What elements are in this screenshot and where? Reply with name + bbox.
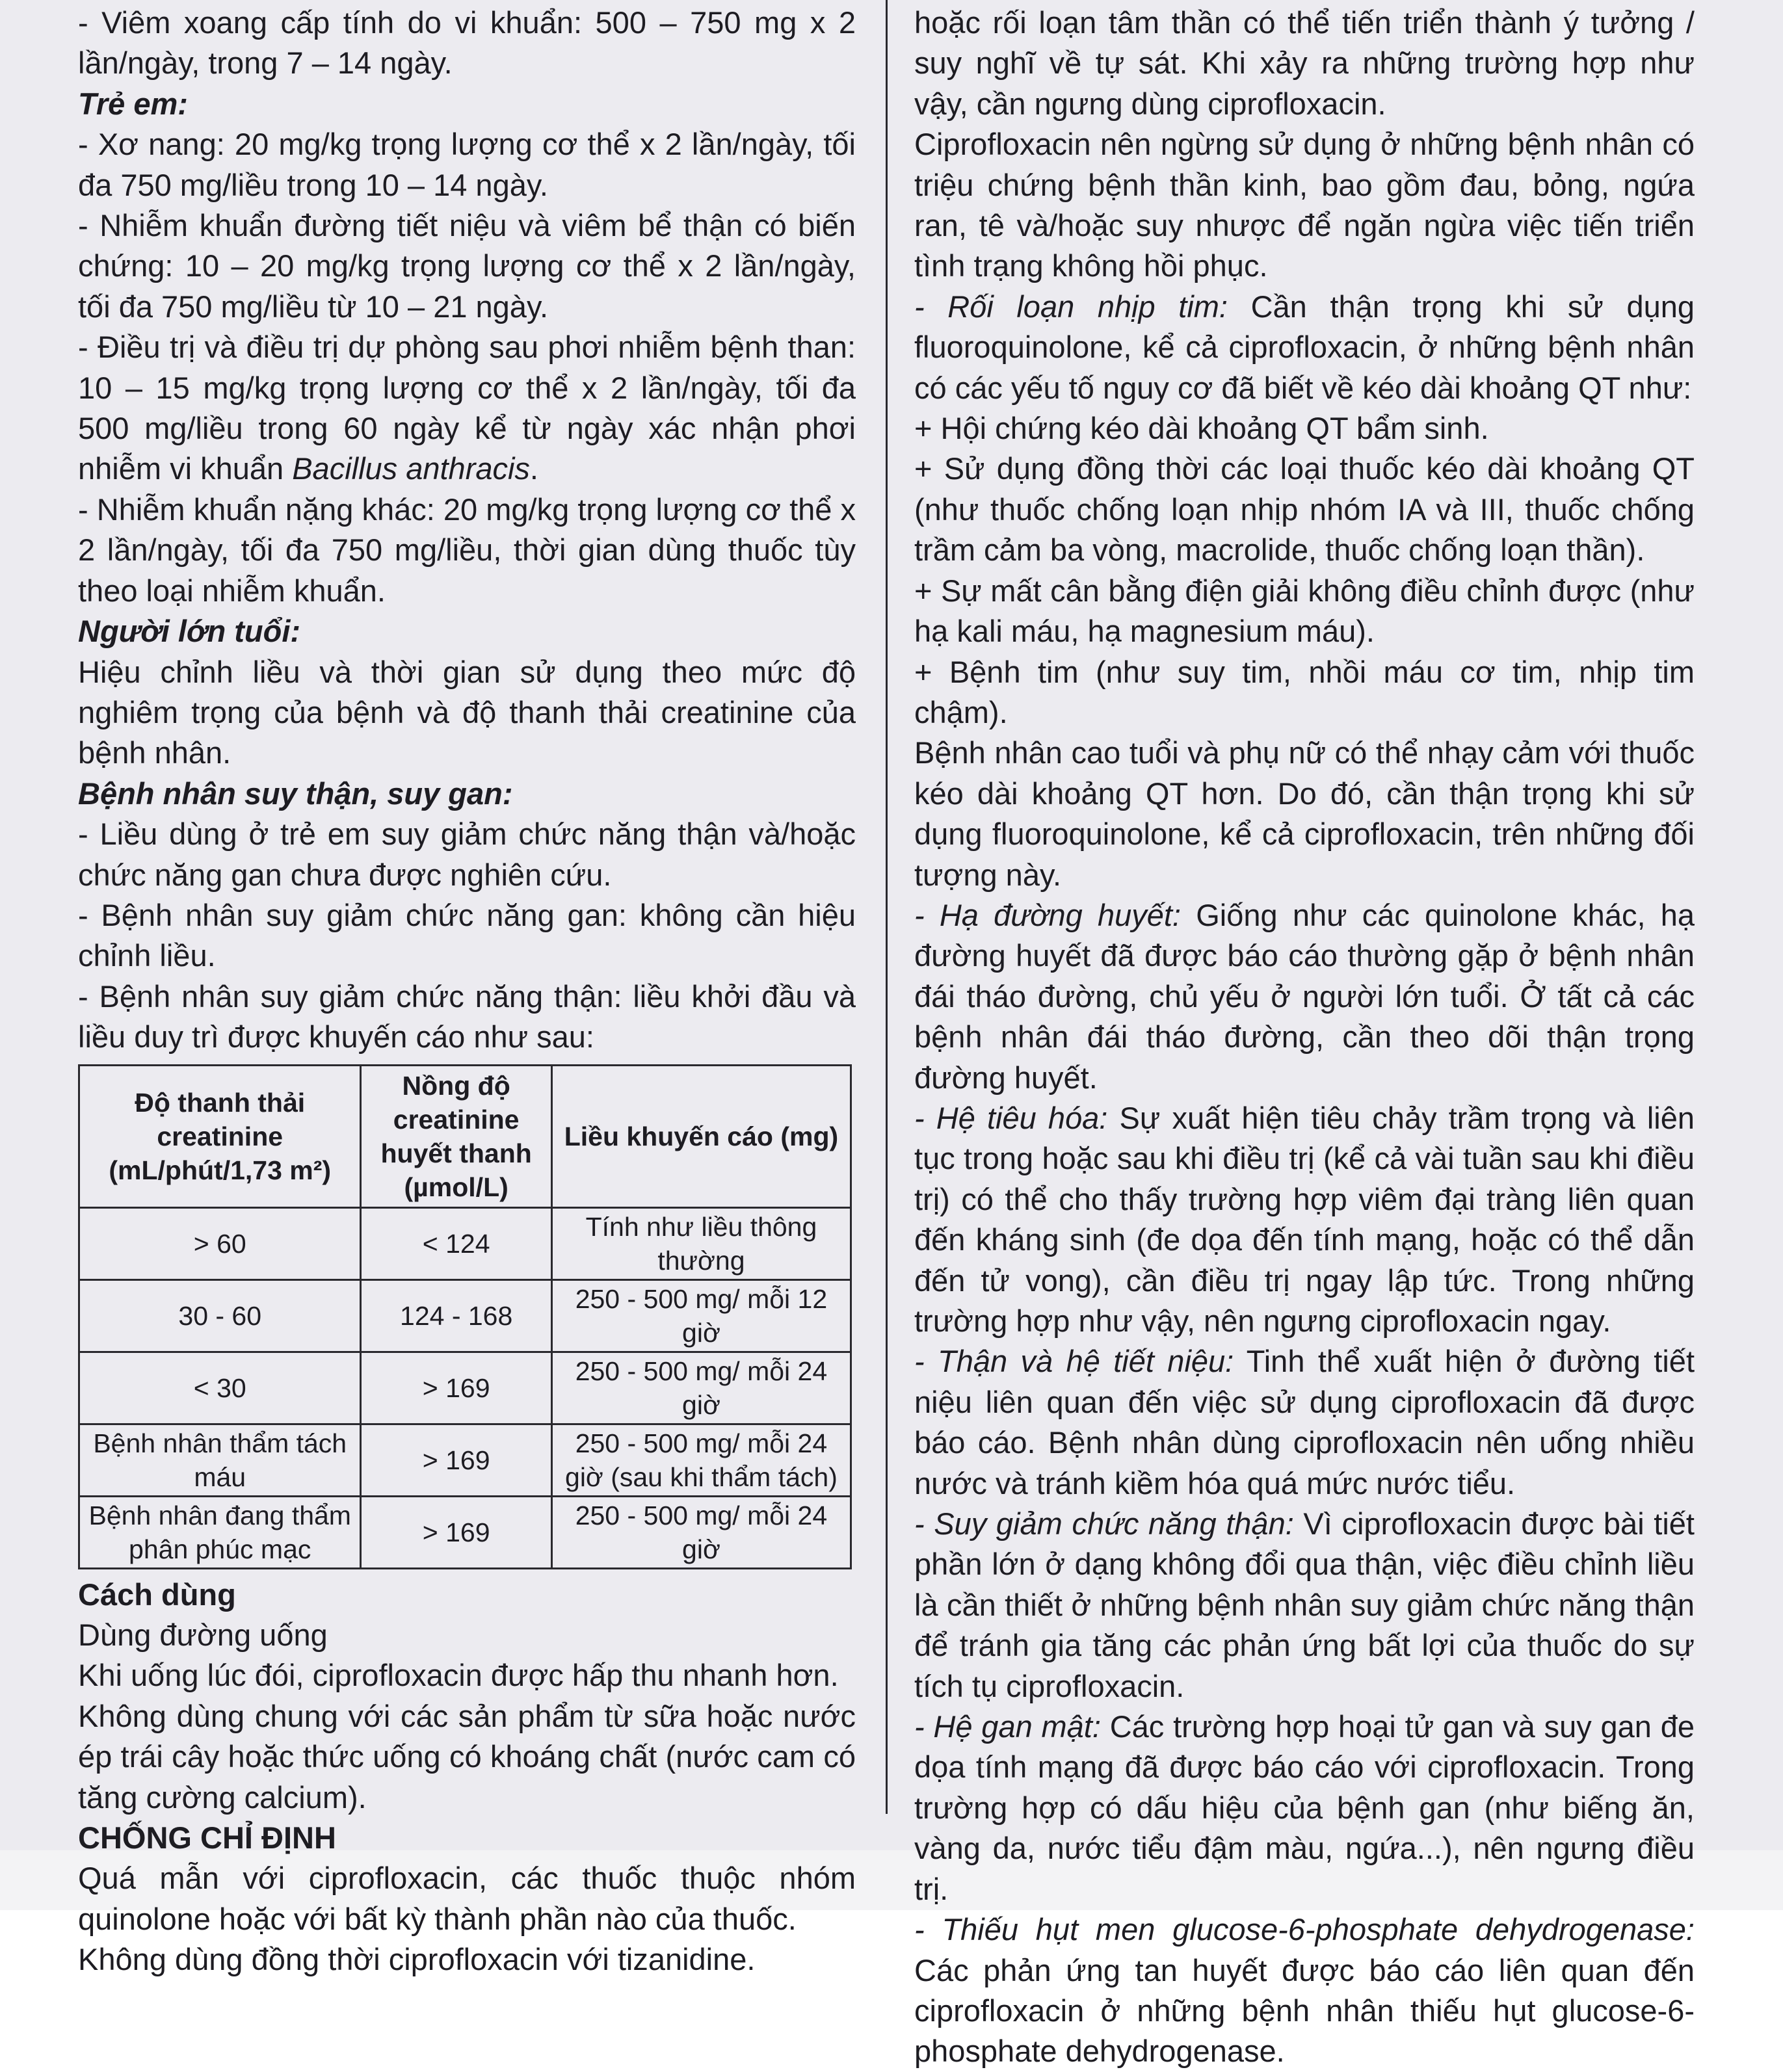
elderly-heading: Người lớn tuổi: xyxy=(78,614,301,649)
g6pd-label: - Thiếu hụt men glucose-6-phosphate dehydrogenase: xyxy=(914,1912,1695,1947)
table-cell: < 124 xyxy=(361,1207,551,1279)
hepatobiliary-label: - Hệ gan mật: xyxy=(914,1709,1101,1744)
table-cell: Bệnh nhân thẩm tách máu xyxy=(79,1424,361,1496)
table-cell: Bệnh nhân đang thẩm phân phúc mạc xyxy=(79,1496,361,1568)
left-column xyxy=(78,3,856,1980)
usage-line: Khi uống lúc đói, ciprofloxacin được hấp thu nhanh hơn. xyxy=(78,1658,839,1693)
renal-label: - Suy giảm chức năng thận: xyxy=(914,1506,1294,1541)
hypoglycemia-text: Giống như các quinolone khác, hạ đường huyết đã được báo cáo thường gặp ở bệnh nhân đái tháo đường, chủ yếu ở người lớn tuổi. Ở tất cả các bệnh nhân đái tháo đường, cần theo dõi thận trọng đường huyết. xyxy=(914,897,1695,1095)
renal-hepatic-heading: Bệnh nhân suy thận, suy gan: xyxy=(78,776,513,811)
anthrax-period: . xyxy=(529,451,538,486)
children-heading: Trẻ em: xyxy=(78,86,188,121)
hypoglycemia-warning xyxy=(914,895,1695,1098)
table-row xyxy=(79,1352,851,1424)
right-column xyxy=(914,3,1695,2072)
g6pd-warning xyxy=(914,1909,1695,2072)
anthrax-species: Bacillus anthracis xyxy=(292,451,530,486)
usage-heading: Cách dùng xyxy=(78,1577,236,1612)
g6pd-text: Các phản ứng tan huyết được báo cáo liên quan đến ciprofloxacin ở những bệnh nhân thiếu hụt glucose-6-phosphate dehydrogenase. xyxy=(914,1952,1695,2069)
elderly-qt-note: Bệnh nhân cao tuổi và phụ nữ có thể nhạy cảm với thuốc kéo dài khoảng QT hơn. Do đó, cần thận trọng khi sử dụng fluoroquinolone, kể cả ciprofloxacin, trên những đối tượng này. xyxy=(914,735,1695,892)
qt-risk-item: + Hội chứng kéo dài khoảng QT bẩm sinh. xyxy=(914,411,1489,446)
table-cell: 250 - 500 mg/ mỗi 24 giờ xyxy=(551,1496,851,1568)
table-header: Độ thanh thải creatinine (mL/phút/1,73 m²) xyxy=(79,1065,361,1207)
hepatic-impairment-note: - Bệnh nhân suy giảm chức năng gan: không cần hiệu chỉnh liều. xyxy=(78,897,856,973)
usage-line: Dùng đường uống xyxy=(78,1617,328,1652)
renal-impairment-note: - Bệnh nhân suy giảm chức năng thận: liều khởi đầu và liều duy trì được khuyến cáo như sau: xyxy=(78,978,856,1055)
table-row xyxy=(79,1496,851,1568)
qt-risk-item: + Sử dụng đồng thời các loại thuốc kéo dài khoảng QT (như thuốc chống loạn nhịp nhóm IA và III, thuốc chống trầm cảm ba vòng, macrolide, thuốc chống loạn thần). xyxy=(914,451,1695,568)
table-cell: > 60 xyxy=(79,1207,361,1279)
anthrax-dose-text: - Điều trị và điều trị dự phòng sau phơi nhiễm bệnh than: 10 – 15 mg/kg trọng lượng cơ thể x 2 lần/ngày, tối đa 500 mg/liều trong 60 ngày kể từ ngày xác nhận phơi nhiễm vi khuẩn xyxy=(78,330,856,486)
neuropathy-warning: Ciprofloxacin nên ngừng sử dụng ở những bệnh nhân có triệu chứng bệnh thần kinh, bao gồm đau, bỏng, ngứa ran, tê và/hoặc suy nhược để ngăn ngừa việc tiến triển tình trạng không hồi phục. xyxy=(914,127,1695,283)
urinary-text: Tinh thể xuất hiện ở đường tiết niệu liên quan đến việc sử dụng ciprofloxacin đã được báo cáo. Bệnh nhân dùng ciprofloxacin nên uống nhiều nước và tránh kiềm hóa quá mức nước tiểu. xyxy=(914,1344,1695,1501)
gi-label: - Hệ tiêu hóa: xyxy=(914,1100,1108,1135)
table-row xyxy=(79,1279,851,1352)
table-cell: > 169 xyxy=(361,1424,551,1496)
qt-risk-item: + Sự mất cân bằng điện giải không điều chỉnh được (như hạ kali máu, hạ magnesium máu). xyxy=(914,573,1695,649)
table-cell: 250 - 500 mg/ mỗi 12 giờ xyxy=(551,1279,851,1352)
sinusitis-dose: - Viêm xoang cấp tính do vi khuẩn: 500 – 750 mg x 2 lần/ngày, trong 7 – 14 ngày. xyxy=(78,5,856,81)
pediatric-impairment-note: - Liều dùng ở trẻ em suy giảm chức năng thận và/hoặc chức năng gan chưa được nghiên cứu. xyxy=(78,817,856,892)
arrhythmia-warning xyxy=(914,287,1695,408)
table-cell: > 169 xyxy=(361,1352,551,1424)
contraindication-line: Quá mẫn với ciprofloxacin, các thuốc thuộc nhóm quinolone hoặc với bất kỳ thành phần nào của thuốc. xyxy=(78,1861,856,1936)
renal-dosing-table xyxy=(78,1064,852,1569)
cystic-fibrosis-dose: - Xơ nang: 20 mg/kg trọng lượng cơ thể x 2 lần/ngày, tối đa 750 mg/liều trong 10 – 14 ngày. xyxy=(78,127,856,202)
table-row xyxy=(79,1207,851,1279)
arrhythmia-text: Cần thận trọng khi sử dụng fluoroquinolone, kể cả ciprofloxacin, ở những bệnh nhân có các yếu tố nguy cơ đã biết về kéo dài khoảng QT như: xyxy=(914,289,1695,405)
qt-risk-item: + Bệnh tim (như suy tim, nhồi máu cơ tim, nhịp tim chậm). xyxy=(914,654,1695,729)
table-cell: 250 - 500 mg/ mỗi 24 giờ (sau khi thẩm tách) xyxy=(551,1424,851,1496)
uti-dose: - Nhiễm khuẩn đường tiết niệu và viêm bể thận có biến chứng: 10 – 20 mg/kg trọng lượng cơ thể x 2 lần/ngày, tối đa 750 mg/liều từ 10 – 21 ngày. xyxy=(78,208,856,324)
table-cell: < 30 xyxy=(79,1352,361,1424)
hepatobiliary-text: Các trường hợp hoại tử gan và suy gan đe dọa tính mạng đã được báo cáo với ciprofloxacin. Trong trường hợp có dấu hiệu của bệnh gan (như biếng ăn, vàng da, nước tiểu đậm màu, ngứa...), nên ngưng điều trị. xyxy=(914,1709,1695,1906)
contraindication-line: Không dùng đồng thời ciprofloxacin với tizanidine. xyxy=(78,1942,756,1977)
table-cell: 250 - 500 mg/ mỗi 24 giờ xyxy=(551,1352,851,1424)
gi-text: Sự xuất hiện tiêu chảy trầm trọng và liên tục trong hoặc sau khi điều trị (kể cả vài tuần sau khi điều trị) có thể cho thấy trường hợp viêm đại tràng liên quan đến kháng sinh (đe dọa đến tính mạng, hoặc có thể dẫn đến tử vong), cần điều trị ngay lập tức. Trong những trường hợp như vậy, nên ngưng ciprofloxacin ngay. xyxy=(914,1100,1695,1338)
table-header: Liều khuyến cáo (mg) xyxy=(551,1065,851,1207)
gi-warning xyxy=(914,1098,1695,1341)
table-cell: 124 - 168 xyxy=(361,1279,551,1352)
usage-line: Không dùng chung với các sản phẩm từ sữa hoặc nước ép trái cây hoặc thức uống có khoáng chất (nước cam có tăng cường calcium). xyxy=(78,1698,856,1815)
hypoglycemia-label: - Hạ đường huyết: xyxy=(914,897,1181,932)
urinary-label: - Thận và hệ tiết niệu: xyxy=(914,1344,1234,1379)
table-header-row xyxy=(79,1065,851,1207)
column-divider xyxy=(886,0,888,1814)
table-cell: 30 - 60 xyxy=(79,1279,361,1352)
table-header: Nồng độ creatinine huyết thanh (µmol/L) xyxy=(361,1065,551,1207)
anthrax-dose xyxy=(78,327,856,490)
severe-infection-dose: - Nhiễm khuẩn nặng khác: 20 mg/kg trọng lượng cơ thể x 2 lần/ngày, tối đa 750 mg/liều, thời gian dùng thuốc tùy theo loại nhiễm khuẩn. xyxy=(78,492,856,608)
renal-text: Vì ciprofloxacin được bài tiết phần lớn ở dạng không đổi qua thận, việc điều chỉnh liều là cần thiết ở những bệnh nhân suy giảm chức năng thận để tránh gia tăng các phản ứng bất lợi của thuốc do sự tích tụ ciprofloxacin. xyxy=(914,1506,1695,1703)
arrhythmia-label: - Rối loạn nhịp tim: xyxy=(914,289,1228,324)
renal-warning xyxy=(914,1504,1695,1707)
psychiatric-warning: hoặc rối loạn tâm thần có thể tiến triển thành ý tưởng / suy nghĩ về tự sát. Khi xảy ra những trường hợp như vậy, cần ngưng dùng ciprofloxacin. xyxy=(914,5,1695,121)
elderly-text: Hiệu chỉnh liều và thời gian sử dụng theo mức độ nghiêm trọng của bệnh và độ thanh thải creatinine của bệnh nhân. xyxy=(78,654,856,770)
table-row xyxy=(79,1424,851,1496)
table-cell: Tính như liều thông thường xyxy=(551,1207,851,1279)
urinary-warning xyxy=(914,1341,1695,1504)
contraindications-heading: CHỐNG CHỈ ĐỊNH xyxy=(78,1820,336,1855)
hepatobiliary-warning xyxy=(914,1707,1695,1909)
table-cell: > 169 xyxy=(361,1496,551,1568)
